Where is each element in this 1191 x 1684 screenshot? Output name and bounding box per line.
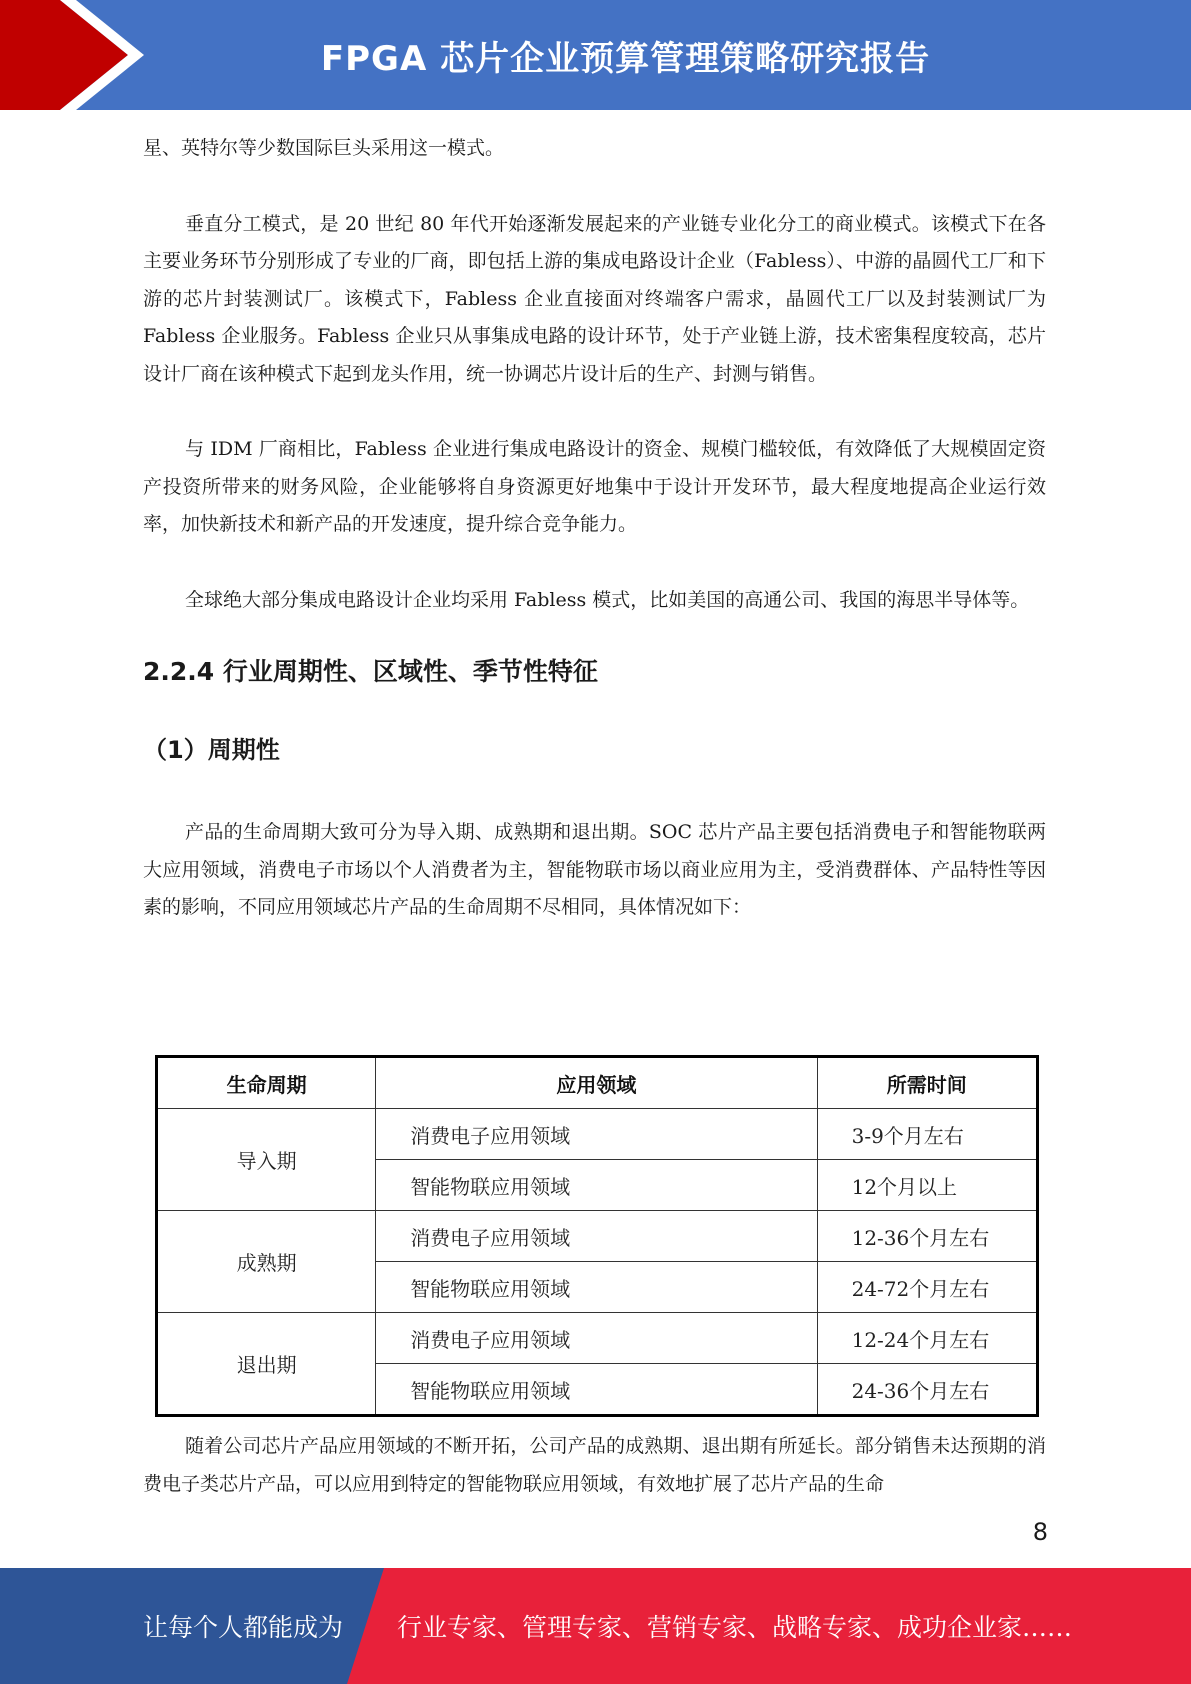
area-cell: 智能物联应用领域 bbox=[376, 1262, 817, 1313]
area-cell: 消费电子应用领域 bbox=[376, 1211, 817, 1262]
column-header: 生命周期 bbox=[157, 1057, 376, 1109]
page-number: 8 bbox=[1032, 1518, 1048, 1546]
footer-slogan-left: 让每个人都能成为 bbox=[143, 1613, 344, 1642]
time-cell: 12-24个月左右 bbox=[817, 1313, 1037, 1364]
lifecycle-table bbox=[155, 1055, 1039, 1417]
page-header bbox=[0, 0, 1191, 110]
column-header: 应用领域 bbox=[376, 1057, 817, 1109]
period-cell: 退出期 bbox=[157, 1313, 376, 1416]
table-row bbox=[157, 1313, 1038, 1364]
subsection-heading: （1）周期性 bbox=[143, 736, 280, 764]
area-cell: 智能物联应用领域 bbox=[376, 1364, 817, 1416]
section-heading: 2.2.4 行业周期性、区域性、季节性特征 bbox=[143, 657, 598, 686]
table-row bbox=[157, 1211, 1038, 1262]
period-cell: 成熟期 bbox=[157, 1211, 376, 1313]
paragraph: 星、英特尔等少数国际巨头采用这一模式。 bbox=[143, 137, 505, 159]
table-row bbox=[157, 1109, 1038, 1160]
paragraph: 垂直分工模式，是 20 世纪 80 年代开始逐渐发展起来的产业链专业化分工的商业模式。该模式下在各主要业务环节分别形成了专业的厂商，即包括上游的集成电路设计企业（Fabless）、中游的晶圆代工厂和下游的芯片封装测试厂。该模式下，Fabless 企业直接面对终端客户需求，晶圆代工厂以及封装测试厂为 Fabless 企业服务。Fabless 企业只从事集成电路的设计环节，处于产业链上游，技术密集程度较高，芯片设计厂商在该种模式下起到龙头作用，统一协调芯片设计后的生产、封测与销售。 bbox=[143, 212, 1046, 385]
report-title: FPGA 芯片企业预算管理策略研究报告 bbox=[320, 38, 931, 79]
page-footer bbox=[0, 1568, 1191, 1684]
document-body bbox=[143, 130, 1046, 927]
area-cell: 消费电子应用领域 bbox=[376, 1313, 817, 1364]
paragraph: 全球绝大部分集成电路设计企业均采用 Fabless 模式，比如美国的高通公司、我国的海思半导体等。 bbox=[185, 588, 1030, 611]
time-cell: 12个月以上 bbox=[817, 1160, 1037, 1211]
table-header-row bbox=[157, 1057, 1038, 1109]
time-cell: 24-36个月左右 bbox=[817, 1364, 1037, 1416]
column-header: 所需时间 bbox=[817, 1057, 1037, 1109]
document-body-continued bbox=[143, 1428, 1046, 1503]
area-cell: 智能物联应用领域 bbox=[376, 1160, 817, 1211]
time-cell: 12-36个月左右 bbox=[817, 1211, 1037, 1262]
time-cell: 3-9个月左右 bbox=[817, 1109, 1037, 1160]
paragraph: 产品的生命周期大致可分为导入期、成熟期和退出期。SOC 芯片产品主要包括消费电子和智能物联两大应用领域，消费电子市场以个人消费者为主，智能物联市场以商业应用为主，受消费群体、产品特性等因素的影响，不同应用领域芯片产品的生命周期不尽相同，具体情况如下： bbox=[143, 821, 1046, 918]
footer-slogan-right: 行业专家、管理专家、营销专家、战略专家、成功企业家…… bbox=[397, 1613, 1073, 1642]
paragraph: 与 IDM 厂商相比，Fabless 企业进行集成电路设计的资金、规模门槛较低，有效降低了大规模固定资产投资所带来的财务风险，企业能够将自身资源更好地集中于设计开发环节，最大程度地提高企业运行效率，加快新技术和新产品的开发速度，提升综合竞争能力。 bbox=[143, 438, 1046, 535]
period-cell: 导入期 bbox=[157, 1109, 376, 1211]
area-cell: 消费电子应用领域 bbox=[376, 1109, 817, 1160]
paragraph: 随着公司芯片产品应用领域的不断开拓，公司产品的成熟期、退出期有所延长。部分销售未达预期的消费电子类芯片产品，可以应用到特定的智能物联应用领域，有效地扩展了芯片产品的生命 bbox=[143, 1435, 1046, 1495]
time-cell: 24-72个月左右 bbox=[817, 1262, 1037, 1313]
header-arrow-icon bbox=[0, 0, 150, 110]
